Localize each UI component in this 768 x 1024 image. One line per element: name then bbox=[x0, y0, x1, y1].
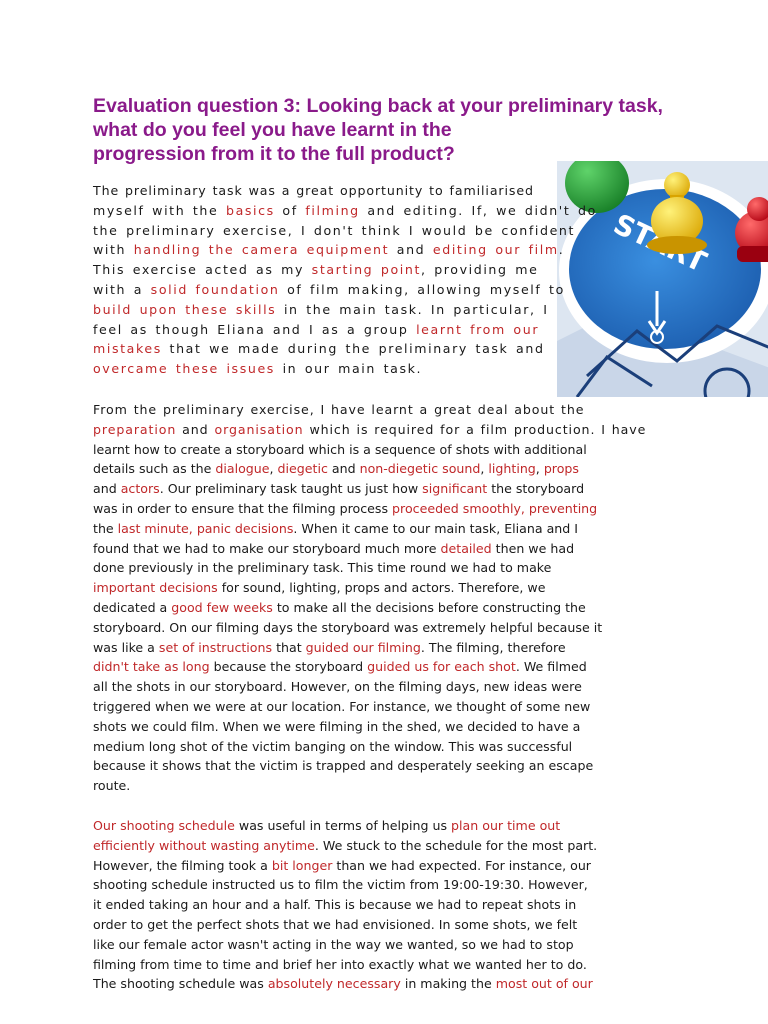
text-run: of bbox=[274, 202, 306, 218]
text-run: of film making, allowing myself to bbox=[279, 281, 565, 297]
text-line bbox=[93, 816, 678, 836]
highlighted-phrase: significant bbox=[422, 481, 488, 497]
text-run: that bbox=[272, 639, 306, 655]
paragraph-2 bbox=[93, 400, 678, 796]
board-game-start-image bbox=[557, 161, 768, 397]
text-line bbox=[93, 320, 553, 340]
text-run: , bbox=[535, 461, 544, 477]
text-run: the preliminary exercise, I don't think I would be confident bbox=[93, 222, 576, 238]
text-line bbox=[93, 955, 678, 975]
text-line bbox=[93, 519, 678, 539]
text-run: learnt how to create a storyboard which is a sequence of shots with additional bbox=[93, 441, 587, 457]
text-run: shooting schedule instructed us to film the victim from 19:00-19:30. However, bbox=[93, 877, 588, 893]
paragraph-1 bbox=[93, 181, 597, 379]
highlighted-phrase: guided us for each shot bbox=[367, 659, 516, 675]
highlighted-phrase: editing our film bbox=[432, 242, 559, 258]
highlighted-phrase: organisation bbox=[214, 421, 304, 437]
highlighted-phrase: actors bbox=[120, 481, 160, 497]
text-run: which is required for a film production. I have bbox=[303, 421, 647, 437]
text-line bbox=[93, 717, 678, 737]
text-run: and bbox=[93, 481, 121, 497]
paragraph-3 bbox=[93, 816, 678, 994]
board-game-illustration bbox=[557, 161, 768, 397]
highlighted-phrase: most out of our bbox=[495, 976, 593, 992]
highlighted-phrase: didn't take as long bbox=[93, 659, 210, 675]
highlighted-phrase: handling the camera equipment bbox=[133, 242, 390, 258]
text-run: From the preliminary exercise, I have learnt a great deal about the bbox=[93, 402, 585, 417]
text-line bbox=[93, 300, 553, 320]
highlighted-phrase: basics bbox=[225, 202, 275, 218]
text-run: . We stuck to the schedule for the most part. bbox=[314, 837, 598, 853]
text-line bbox=[93, 459, 678, 479]
text-run: . The filming, therefore bbox=[420, 639, 566, 655]
text-run: route. bbox=[93, 778, 131, 794]
text-run: to make all the decisions before constructing the bbox=[272, 599, 586, 615]
text-run: was useful in terms of helping us bbox=[234, 818, 452, 833]
highlighted-phrase: non-diegetic sound bbox=[359, 461, 481, 477]
highlighted-phrase: build upon these skills bbox=[93, 301, 277, 317]
text-line bbox=[93, 697, 678, 717]
highlighted-phrase: set of instructions bbox=[158, 639, 273, 655]
text-run: was in order to ensure that the filming process bbox=[93, 500, 393, 516]
text-run: the bbox=[93, 520, 118, 536]
text-run: dedicated a bbox=[93, 599, 172, 615]
text-line bbox=[93, 856, 678, 876]
text-line bbox=[93, 638, 678, 658]
text-run: the storyboard bbox=[487, 481, 585, 497]
text-run: However, the filming took a bbox=[93, 857, 272, 873]
text-line bbox=[93, 440, 678, 460]
text-line bbox=[93, 558, 678, 578]
text-run: then we had bbox=[491, 540, 575, 556]
highlighted-phrase: learnt from our bbox=[416, 321, 540, 337]
text-line bbox=[93, 400, 678, 420]
text-run: because it shows that the victim is trapped and desperately seeking an escape bbox=[93, 758, 594, 774]
text-run: This exercise acted as my bbox=[93, 262, 312, 278]
text-line bbox=[93, 359, 553, 379]
text-run: triggered when we were at our location. For instance, we thought of some new bbox=[93, 698, 591, 714]
text-run: than we had expected. For instance, our bbox=[332, 857, 591, 873]
highlighted-phrase: filming bbox=[305, 202, 360, 218]
text-line bbox=[93, 499, 678, 519]
text-run: was like a bbox=[93, 639, 159, 655]
highlighted-phrase: absolutely necessary bbox=[267, 976, 401, 992]
highlighted-phrase: guided our filming bbox=[305, 639, 421, 655]
text-run: myself with the bbox=[93, 202, 226, 218]
text-line bbox=[93, 836, 678, 856]
text-run: and bbox=[176, 421, 215, 437]
text-line bbox=[93, 280, 565, 300]
highlighted-phrase: props bbox=[543, 461, 579, 477]
text-line bbox=[93, 974, 678, 994]
text-run: in making the bbox=[400, 976, 496, 992]
highlighted-phrase: solid foundation bbox=[150, 281, 280, 297]
text-line bbox=[93, 737, 678, 757]
text-run: medium long shot of the victim banging on the window. This was successful bbox=[93, 738, 573, 754]
highlighted-phrase: important decisions bbox=[93, 580, 218, 596]
text-run: order to get the perfect shots that we had envisioned. In some shots, we felt bbox=[93, 916, 578, 932]
text-line bbox=[93, 339, 553, 359]
text-line bbox=[93, 221, 576, 241]
title-line: progression from it to the full product? bbox=[93, 143, 455, 165]
text-line bbox=[93, 181, 553, 201]
text-run: done previously in the preliminary task. This time round we had to make bbox=[93, 560, 552, 576]
text-line bbox=[93, 935, 678, 955]
text-run: The shooting schedule was bbox=[93, 976, 268, 992]
highlighted-phrase: preparation bbox=[93, 421, 177, 437]
highlighted-phrase: Our shooting schedule bbox=[93, 818, 235, 833]
highlighted-phrase: lighting bbox=[488, 461, 536, 477]
text-run: shots we could film. When we were filming in the shed, we decided to have a bbox=[93, 718, 581, 734]
highlighted-phrase: overcame these issues bbox=[93, 361, 275, 377]
highlighted-phrase: last minute, panic decisions bbox=[117, 520, 294, 536]
text-run: and editing. If, we didn't do bbox=[359, 202, 597, 218]
highlighted-phrase: bit longer bbox=[271, 857, 333, 873]
highlighted-phrase: proceeded smoothly, preventing bbox=[392, 500, 598, 516]
title-line: Evaluation question 3: Looking back at your preliminary task, bbox=[93, 95, 663, 117]
text-line bbox=[93, 776, 678, 796]
text-run: that we made during the preliminary task and bbox=[161, 341, 545, 357]
highlighted-phrase: detailed bbox=[440, 540, 492, 556]
text-run: , providing me bbox=[420, 262, 539, 278]
text-line bbox=[93, 539, 678, 559]
text-run: for sound, lighting, props and actors. Therefore, we bbox=[217, 580, 546, 596]
title-line: what do you feel you have learnt in the bbox=[93, 119, 452, 141]
text-run: because the storyboard bbox=[209, 659, 368, 675]
text-run: it ended taking an hour and a half. This is because we had to repeat shots in bbox=[93, 897, 577, 913]
text-line bbox=[93, 240, 565, 260]
text-run: with bbox=[93, 242, 134, 258]
text-line bbox=[93, 201, 597, 221]
text-run: . bbox=[558, 242, 565, 258]
text-line bbox=[93, 875, 678, 895]
text-line bbox=[93, 677, 678, 697]
text-run: and bbox=[327, 461, 360, 477]
text-run: with a bbox=[93, 281, 151, 297]
text-run: found that we had to make our storyboard much more bbox=[93, 540, 441, 556]
text-line bbox=[93, 618, 678, 638]
text-run: . Our preliminary task taught us just how bbox=[159, 481, 423, 497]
text-run: . When it came to our main task, Eliana and I bbox=[293, 520, 578, 536]
text-line bbox=[93, 578, 678, 598]
text-run: The preliminary task was a great opportunity to familiarised bbox=[93, 183, 534, 198]
highlighted-phrase: efficiently without wasting anytime bbox=[93, 837, 315, 853]
text-run: all the shots in our storyboard. However, on the filming days, new ideas were bbox=[93, 679, 582, 695]
highlighted-phrase: dialogue bbox=[215, 461, 270, 477]
text-line bbox=[93, 895, 678, 915]
highlighted-phrase: diegetic bbox=[277, 461, 328, 477]
text-run: like our female actor wasn't acting in the way we wanted, so we had to stop bbox=[93, 936, 574, 952]
text-run: filming from time to time and brief her into exactly what we wanted her to do. bbox=[93, 956, 587, 972]
text-run: details such as the bbox=[93, 461, 216, 477]
highlighted-phrase: mistakes bbox=[93, 341, 162, 357]
text-run: , bbox=[480, 461, 489, 477]
text-run: storyboard. On our filming days the storyboard was extremely helpful because it bbox=[93, 619, 603, 635]
text-line bbox=[93, 598, 678, 618]
text-line bbox=[93, 657, 678, 677]
text-line bbox=[93, 915, 678, 935]
text-run: in the main task. In particular, I bbox=[276, 301, 549, 317]
text-line bbox=[93, 260, 553, 280]
page-title bbox=[93, 94, 693, 166]
text-run: and bbox=[389, 242, 433, 258]
text-run: feel as though Eliana and I as a group bbox=[93, 321, 417, 337]
highlighted-phrase: starting point bbox=[311, 262, 421, 278]
text-line bbox=[93, 756, 678, 776]
highlighted-phrase: plan our time out bbox=[451, 818, 561, 833]
text-run: in our main task. bbox=[274, 361, 423, 377]
text-run: . We filmed bbox=[515, 659, 587, 675]
highlighted-phrase: good few weeks bbox=[171, 599, 273, 615]
text-line bbox=[93, 479, 678, 499]
text-run: , bbox=[269, 461, 278, 477]
text-line bbox=[93, 420, 678, 440]
